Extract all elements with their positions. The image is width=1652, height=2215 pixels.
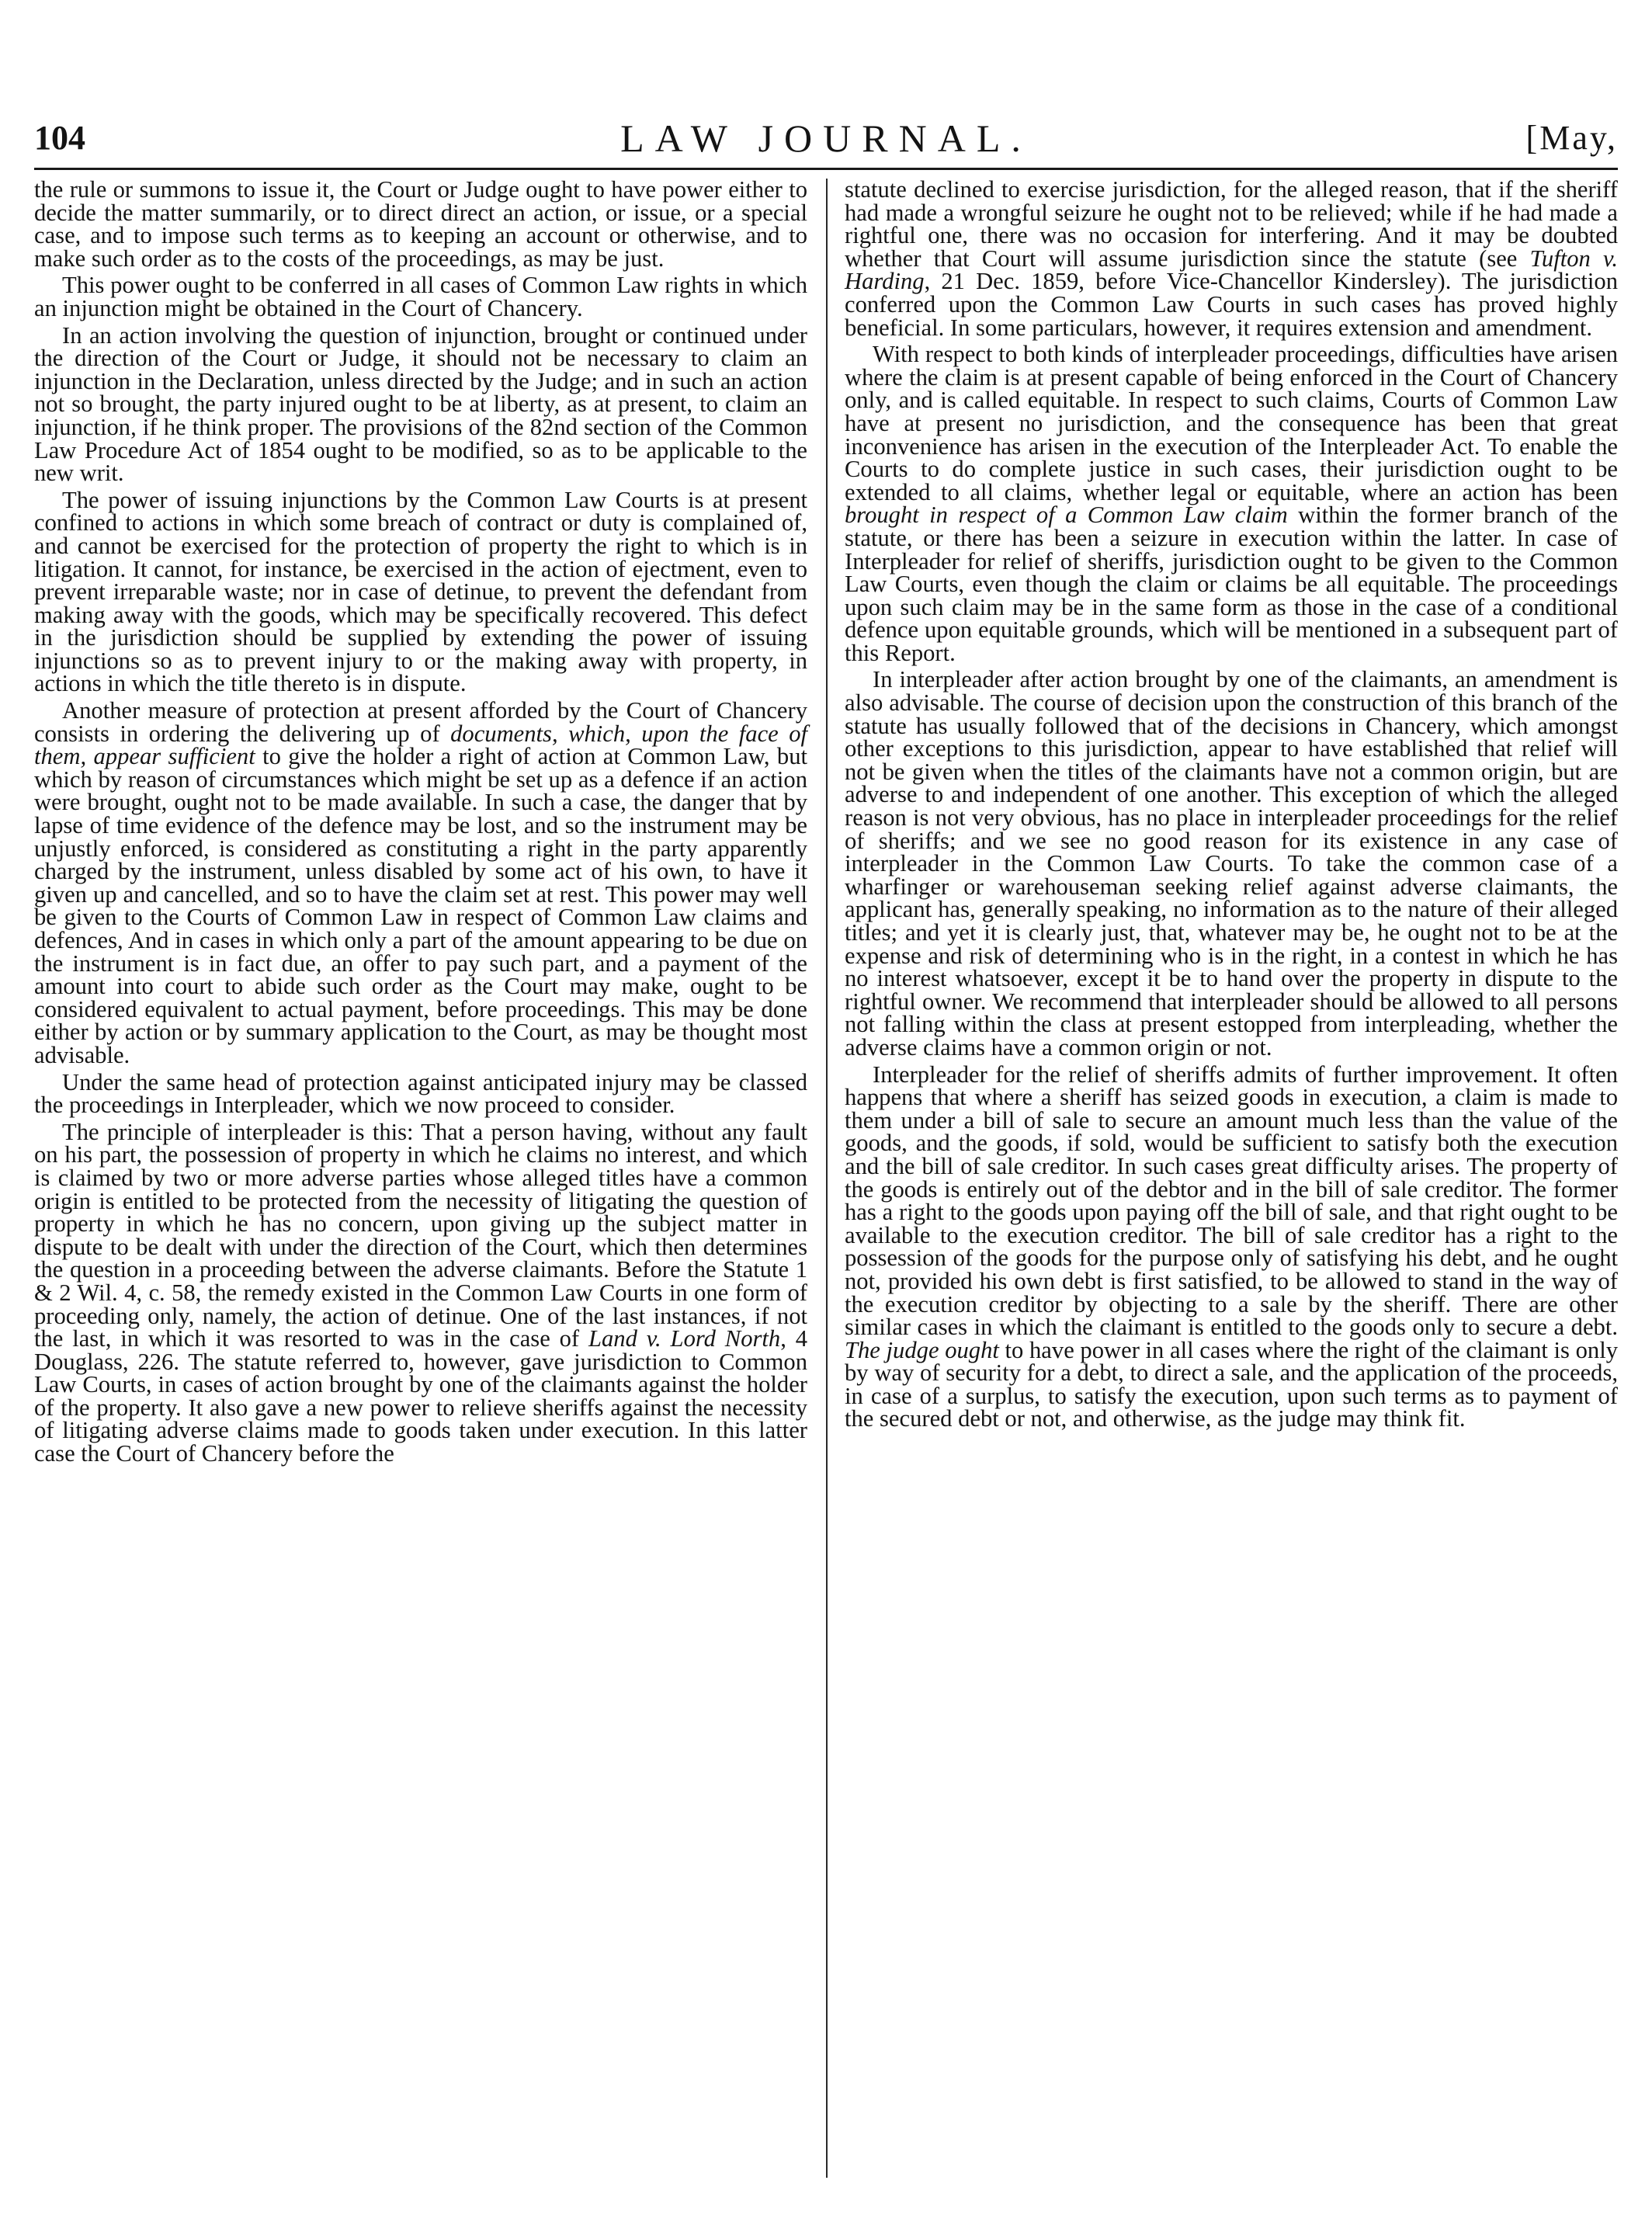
case-citation: Tufton v. Harding xyxy=(845,245,1618,295)
page-number: 104 xyxy=(34,119,85,157)
text-run: statute declined to exercise jurisdiction, for the alleged reason, that if the sheriff had made a wrongful seizure he ought not to be relieved; while if he had made a rightful one, there was no occasion for interfering. And it may be doubted whether that Court will assume jurisdiction since the statute (see xyxy=(845,176,1618,272)
running-title: LAW JOURNAL. xyxy=(620,116,1032,160)
running-month: [May, xyxy=(1525,119,1618,157)
text-run: , 4 Douglass, 226. The statute referred to, however, gave jurisdiction to Common Law Courts, in cases of action brought by one of the claimants against the holder of the property. It also gave a new power to relieve sheriffs against the necessity of litigating adverse claims made to goods taken under execution. In this latter case the Court of Chancery before the xyxy=(34,1325,808,1467)
paragraph xyxy=(845,343,1618,665)
right-column xyxy=(845,176,1618,1435)
text-run: , 21 Dec. 1859, before Vice-Chancellor Kindersley). The jurisdiction conferred upon the Common Law Courts in such cases has proved highly beneficial. In some particulars, however, it requires extension and amendment. xyxy=(845,268,1618,341)
paragraph xyxy=(34,1118,808,1467)
text-run: Another measure of protection at present afforded by the Court of Chancery consists in ordering the delivering up of xyxy=(34,697,807,747)
text-run: With respect to both kinds of interpleader proceedings, difficulties have arisen where the claim is at present capable of being enforced in the Court of Chancery only, and is called equitable. In respect to such claims, Courts of Common Law have at present no jurisdiction, and the consequence has been that great inconvenience has arisen in the execution of the Interpleader Act. To enable the Courts to do complete justice in such cases, their jurisdiction ought to be extended to all claims, whether legal or equitable, where an action has been xyxy=(845,341,1618,505)
paragraph: In interpleader after action brought by one of the claimants, an amendment is also advisable. The course of decision upon the construction of this branch of the statute has usually followed that of the decisions in Chancery, which amongst other exceptions to this jurisdiction, appear to have established that relief will not be given when the titles of the claimants have not a common origin, but are adverse to and independent of one another. This exception of which the alleged reason is not very obvious, has no place in interpleader proceedings for the relief of sheriffs; and we see no good reason for its existence in any case of interpleader in the Common Law Courts. To take the common case of a wharfinger or warehouseman seeking relief against adverse claimants, the applicant has, generally speaking, no information as to the nature of their alleged titles; and yet it is clearly just, that, whatever may be, he ought not to be at the expense and risk of determining who is in the right, in a contest in which he has no interest whatsoever, except it be to hand over the property in dispute to the rightful owner. We recommend that interpleader should be allowed to all persons not falling within the class at present estopped from interpleading, whether the adverse claims have a common origin or not. xyxy=(845,666,1618,1061)
text-run: to give the holder a right of action at Common Law, but which by reason of circumstances which might be set up as a defence if an action were brought, ought not to be made available. In such a case, the danger that by lapse of time evidence of the defence may be lost, and so the instrument may be unjustly enforced, is considered as constituting a right in the party apparently charged by the instrument, unless disabled by some act of his own, to have it given up and cancelled, and so to have the claim set at rest. This power may well be given to the Courts of Common Law in respect of Common Law claims and defences, And in cases in which only a part of the amount appearing to be due on the instrument is in fact due, an offer to pay such part, and a payment of the amount into court to abide such order as the Court may make, ought to be considered equivalent to actual payment, before proceedings. This may be done either by action or by summary application to the Court, as may be thought most advisable. xyxy=(34,743,807,1068)
paragraph: In an action involving the question of injunction, brought or continued under the direction of the Court or Judge, it should not be necessary to claim an injunction in the Declaration, unless directed by the Judge; and in such an action not so brought, the party injured ought to be at liberty, as at present, to claim an injunction, if he think proper. The provisions of the 82nd section of the Common Law Procedure Act of 1854 ought to be modified, so as to be applicable to the new writ. xyxy=(34,321,807,487)
paragraph: This power ought to be conferred in all cases of Common Law rights in which an injunction might be obtained in the Court of Chancery. xyxy=(34,272,807,321)
running-header xyxy=(34,116,1618,163)
text-run: to have power in all cases where the right of the claimant is only by way of security for a debt, to direct a sale, and the application of the proceeds, in case of a surplus, to satisfy the execution, upon such terms as to payment of the secured debt or not, and otherwise, as the judge may think fit. xyxy=(845,1336,1618,1432)
case-citation: Land v. Lord North xyxy=(588,1325,781,1352)
text-run: Interpleader for the relief of sheriffs admits of further improvement. It often happens that where a sheriff has seized goods in execution, a claim is made to them under a bill of sale to secure an amount much less than the value of the goods, and the goods, if sold, would be sufficient to satisfy both the execution and the bill of sale creditor. In such cases great difficulty arises. The property of the goods is entirely out of the debtor and in the bill of sale creditor. The former has a right to the goods upon paying off the bill of sale, and that right ought to be available to the execution creditor. The bill of sale creditor has a right to the possession of the goods for the purpose only of satisfying his debt, and he ought not, provided his own debt is first satisfied, to be allowed to stand in the way of the execution creditor by objecting to a sale by the sheriff. There are other similar cases in which the claimant is entitled to the goods only to secure a debt. xyxy=(845,1061,1618,1341)
paragraph xyxy=(34,697,807,1068)
column-divider xyxy=(826,179,828,2178)
paragraph: the rule or summons to issue it, the Court or Judge ought to have power either to decide the matter summarily, or to direct direct an action, or issue, or a special case, and to impose such terms as to keeping an account or otherwise, and to make such order as to the costs of the proceedings, as may be just. xyxy=(34,176,807,272)
paragraph: The power of issuing injunctions by the Common Law Courts is at present confined to actions in which some breach of contract or duty is complained of, and cannot be exercised for the protection of property the right to which is in litigation. It cannot, for instance, be exercised in the action of ejectment, even to prevent irreparable waste; nor in case of detinue, to prevent the defendant from making away with the goods, which may be specifically recovered. This defect in the jurisdiction should be supplied by extending the power of issuing injunctions so as to prevent injury to or the making away with property, in actions in which the title thereto is in dispute. xyxy=(34,486,807,697)
paragraph xyxy=(845,1061,1618,1432)
paragraph xyxy=(845,176,1618,341)
journal-page xyxy=(34,116,1618,2182)
paragraph: Under the same head of protection against anticipated injury may be classed the proceedings in Interpleader, which we now proceed to consider. xyxy=(34,1068,807,1119)
header-rule xyxy=(34,168,1618,170)
text-run: within the former branch of the statute, or there has been a seizure in execution within the latter. In case of Interpleader for relief of sheriffs, jurisdiction ought to be given to the Common Law Courts, even though the claim or claims be all equitable. The proceedings upon such claim may be in the same form as those in the case of a conditional defence upon equitable grounds, which will be mentioned in a subsequent part of this Report. xyxy=(845,502,1618,666)
italic-run: The judge ought xyxy=(845,1336,999,1363)
left-column xyxy=(34,176,808,1470)
text-run: The principle of interpleader is this: That a person having, without any fault on his part, the possession of property in which he claims no interest, and which is claimed by two or more adverse parties whose alleged titles have a common origin is entitled to be protected from the necessity of litigating the question of property in which he has no concern, upon giving up the subject matter in dispute to be dealt with under the direction of the Court, which then determines the question in a proceeding between the adverse claimants. Before the Statute 1 & 2 Wil. 4, c. 58, the remedy existed in the Common Law Courts in one form of proceeding only, namely, the action of detinue. One of the last instances, if not the last, in which it was resorted to was in the case of xyxy=(34,1118,807,1352)
italic-run: brought in respect of a Common Law claim xyxy=(845,502,1288,529)
italic-run: documents, which, upon the face of them, appear sufficient xyxy=(34,720,807,770)
